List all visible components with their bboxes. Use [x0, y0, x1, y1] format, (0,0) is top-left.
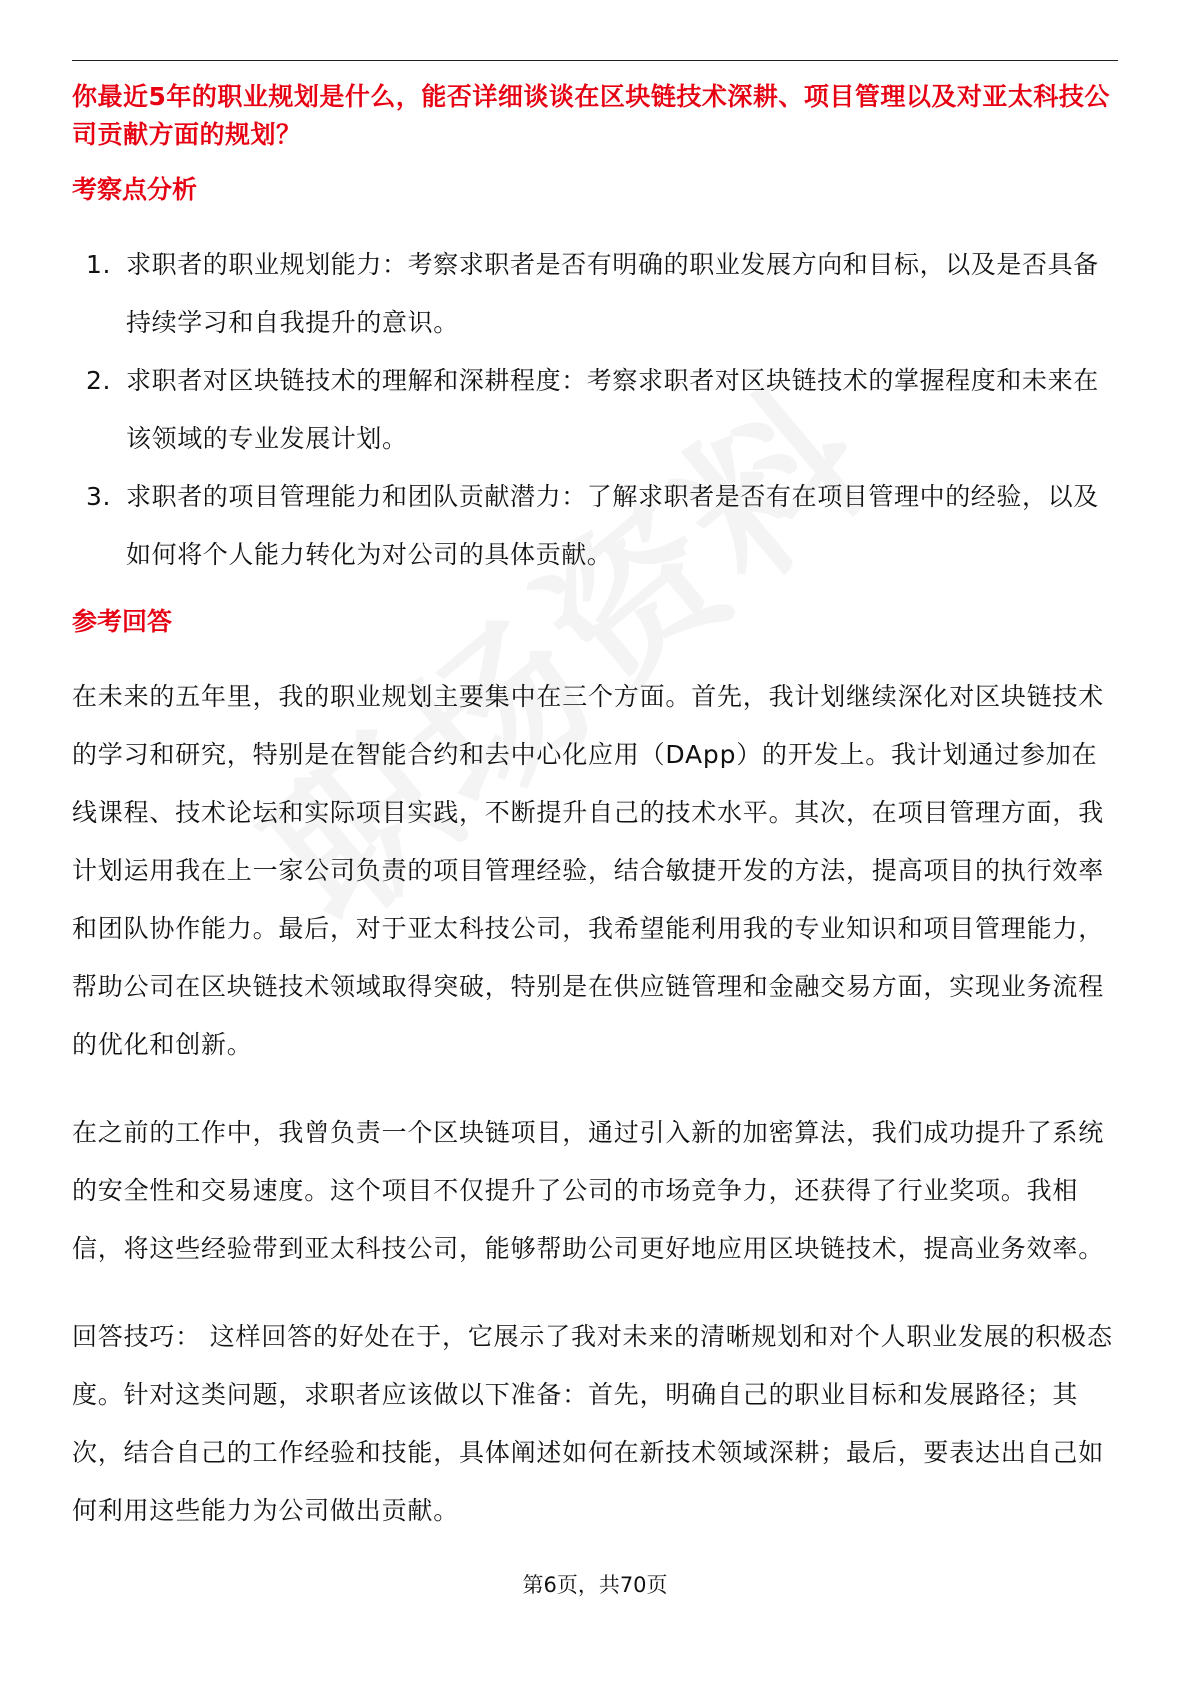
- point-number: 1.: [86, 250, 112, 279]
- point-text: 求职者的项目管理能力和团队贡献潜力：了解求职者是否有在项目管理中的经验，以及如何将个人能力转化为对公司的具体贡献。: [126, 482, 1099, 569]
- answer-paragraph: 在未来的五年里，我的职业规划主要集中在三个方面。首先，我计划继续深化对区块链技术的学习和研究，特别是在智能合约和去中心化应用（DApp）的开发上。我计划通过参加在线课程、技术论坛和实际项目实践，不断提升自己的技术水平。其次，在项目管理方面，我计划运用我在上一家公司负责的项目管理经验，结合敏捷开发的方法，提高项目的执行效率和团队协作能力。最后，对于亚太科技公司，我希望能利用我的专业知识和项目管理能力，帮助公司在区块链技术领域取得突破，特别是在供应链管理和金融交易方面，实现业务流程的优化和创新。: [72, 682, 1105, 1059]
- point-text: 求职者的职业规划能力：考察求职者是否有明确的职业发展方向和目标，以及是否具备持续学习和自我提升的意识。: [126, 250, 1099, 337]
- analysis-point: [72, 352, 1118, 468]
- point-text: 求职者对区块链技术的理解和深耕程度：考察求职者对区块链技术的掌握程度和未来在该领域的专业发展计划。: [126, 366, 1099, 453]
- page-number: 第6页，共70页: [522, 1573, 668, 1597]
- question-title: 你最近5年的职业规划是什么，能否详细谈谈在区块链技术深耕、项目管理以及对亚太科技公司贡献方面的规划？: [72, 82, 1110, 149]
- document-body: [72, 78, 1118, 1540]
- answer-tips-paragraph: 回答技巧： 这样回答的好处在于，它展示了我对未来的清晰规划和对个人职业发展的积极态度。针对这类问题，求职者应该做以下准备：首先，明确自己的职业目标和发展路径；其次，结合自己的工作经验和技能，具体阐述如何在新技术领域深耕；最后，要表达出自己如何利用这些能力为公司做出贡献。: [72, 1322, 1113, 1525]
- header-divider: [72, 60, 1118, 61]
- analysis-list: [72, 236, 1118, 584]
- analysis-heading: 考察点分析: [72, 175, 198, 204]
- answer-heading: 参考回答: [72, 607, 173, 636]
- analysis-point: [72, 236, 1118, 352]
- point-number: 3.: [86, 482, 112, 511]
- analysis-point: [72, 468, 1118, 584]
- answer-paragraph: 在之前的工作中，我曾负责一个区块链项目，通过引入新的加密算法，我们成功提升了系统的安全性和交易速度。这个项目不仅提升了公司的市场竞争力，还获得了行业奖项。我相信，将这些经验带到亚太科技公司，能够帮助公司更好地应用区块链技术，提高业务效率。: [72, 1118, 1105, 1263]
- point-number: 2.: [86, 366, 112, 395]
